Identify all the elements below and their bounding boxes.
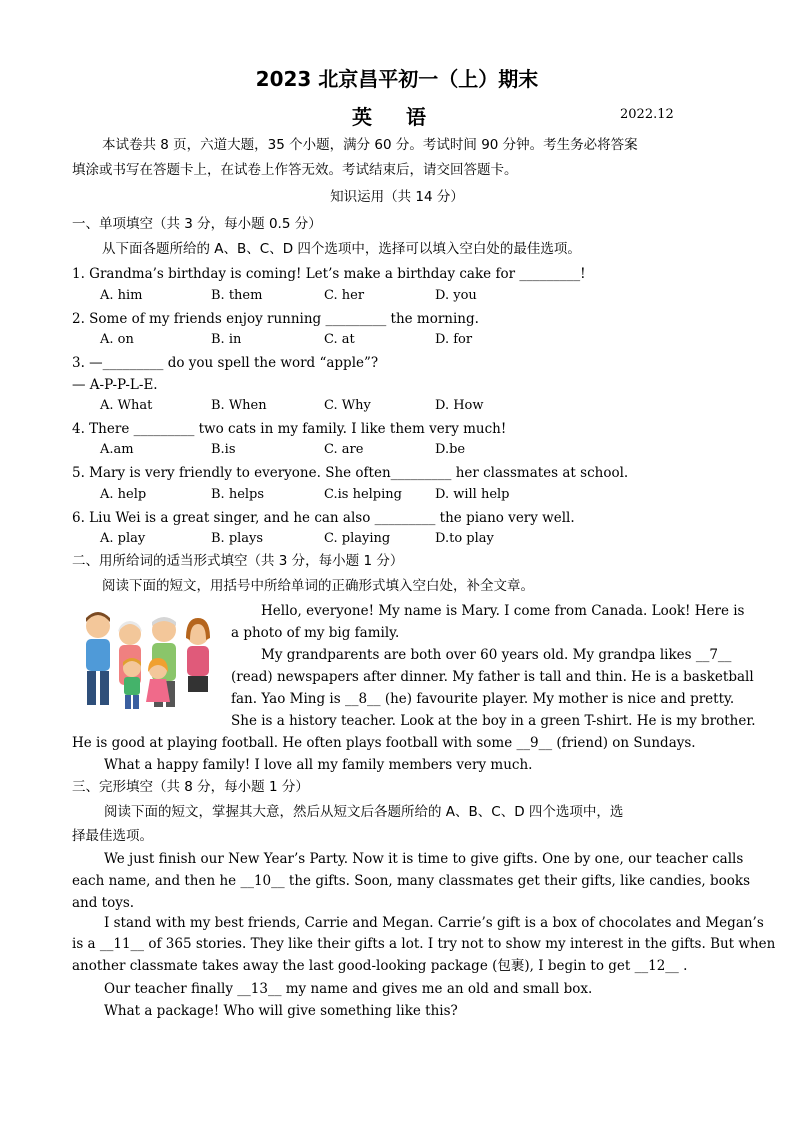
question-stem: 3. —_________ do you spell the word “apple”?	[72, 355, 379, 371]
option: A. play	[100, 531, 146, 546]
option: A. What	[100, 398, 153, 413]
passage-line: I stand with my best friends, Carrie and Megan. Carrie’s gift is a box of chocolates and Megan’s	[104, 915, 764, 931]
family-illustration	[74, 604, 216, 716]
passage-line: a photo of my big family.	[231, 625, 400, 641]
passage-line: She is a history teacher. Look at the boy in a green T-shirt. He is my brother.	[231, 713, 756, 729]
option: D. will help	[435, 487, 510, 502]
question-stem: 1. Grandma’s birthday is coming! Let’s make a birthday cake for _________!	[72, 266, 586, 282]
part-title: 知识运用（共 14 分）	[330, 189, 464, 205]
exam-title: 2023 北京昌平初一（上）期末	[255, 67, 539, 91]
passage-line: What a happy family! I love all my family members very much.	[104, 757, 533, 773]
option: B. When	[211, 398, 267, 413]
question-stem: 4. There _________ two cats in my family. I like them very much!	[72, 421, 507, 437]
section3-instruction: 阅读下面的短文，掌握其大意，然后从短文后各题所给的 A、B、C、D 四个选项中，选	[104, 804, 624, 820]
option: B. helps	[211, 487, 265, 502]
option: C. playing	[324, 531, 391, 546]
section2-heading: 二、用所给词的适当形式填空（共 3 分，每小题 1 分）	[72, 553, 404, 569]
passage-line: another classmate takes away the last good-looking package (包裹), I begin to get __12__ .	[72, 958, 688, 974]
option: A. help	[100, 487, 147, 502]
option: D.to play	[435, 531, 494, 546]
passage-line: (read) newspapers after dinner. My father is tall and thin. He is a basketball	[231, 669, 754, 685]
option: D. for	[435, 332, 473, 347]
option: C.is helping	[324, 487, 402, 502]
exam-date: 2022.12	[620, 107, 674, 122]
option: C. at	[324, 332, 355, 347]
option: B. plays	[211, 531, 264, 546]
question-stem: 2. Some of my friends enjoy running _________ the morning.	[72, 311, 479, 327]
option: C. her	[324, 288, 365, 303]
question-stem: 6. Liu Wei is a great singer, and he can also _________ the piano very well.	[72, 510, 575, 526]
passage-line: fan. Yao Ming is __8__ (he) favourite player. My mother is nice and pretty.	[231, 691, 735, 707]
question-stem: — A-P-P-L-E.	[72, 377, 158, 393]
passage-line: Our teacher finally __13__ my name and gives me an old and small box.	[104, 981, 593, 997]
passage-line: My grandparents are both over 60 years old. My grandpa likes __7__	[261, 647, 732, 663]
intro-line: 填涂或书写在答题卡上，在试卷上作答无效。考试结束后，请交回答题卡。	[72, 162, 518, 178]
passage-line: each name, and then he __10__ the gifts. Soon, many classmates get their gifts, like candies, books	[72, 873, 750, 889]
option: A. him	[100, 288, 143, 303]
subject-title: 英语	[352, 105, 460, 129]
passage-line: is a __11__ of 365 stories. They like their gifts a lot. I try not to show my interest in the gifts. But when	[72, 936, 776, 952]
question-stem: 5. Mary is very friendly to everyone. She often_________ her classmates at school.	[72, 465, 629, 481]
option: D.be	[435, 442, 466, 457]
passage-line: What a package! Who will give something like this?	[104, 1003, 458, 1019]
section2-instruction: 阅读下面的短文，用括号中所给单词的正确形式填入空白处，补全文章。	[102, 578, 534, 594]
option: D. you	[435, 288, 477, 303]
option: B. them	[211, 288, 263, 303]
option: A. on	[100, 332, 134, 347]
section3-instruction: 择最佳选项。	[72, 828, 153, 844]
section1-heading: 一、单项填空（共 3 分，每小题 0.5 分）	[72, 216, 322, 232]
option: C. are	[324, 442, 364, 457]
passage-line: He is good at playing football. He often plays football with some __9__ (friend) on Sundays.	[72, 735, 696, 751]
passage-line: We just finish our New Year’s Party. Now it is time to give gifts. One by one, our teacher calls	[104, 851, 744, 867]
option: C. Why	[324, 398, 371, 413]
option: B.is	[211, 442, 236, 457]
section1-instruction: 从下面各题所给的 A、B、C、D 四个选项中，选择可以填入空白处的最佳选项。	[102, 241, 581, 257]
passage-line: Hello, everyone! My name is Mary. I come from Canada. Look! Here is	[261, 603, 745, 619]
option: A.am	[100, 442, 134, 457]
option: B. in	[211, 332, 242, 347]
intro-line: 本试卷共 8 页，六道大题，35 个小题，满分 60 分。考试时间 90 分钟。考生务必将答案	[102, 137, 638, 153]
section3-heading: 三、完形填空（共 8 分，每小题 1 分）	[72, 779, 309, 795]
passage-line: and toys.	[72, 895, 135, 911]
option: D. How	[435, 398, 484, 413]
